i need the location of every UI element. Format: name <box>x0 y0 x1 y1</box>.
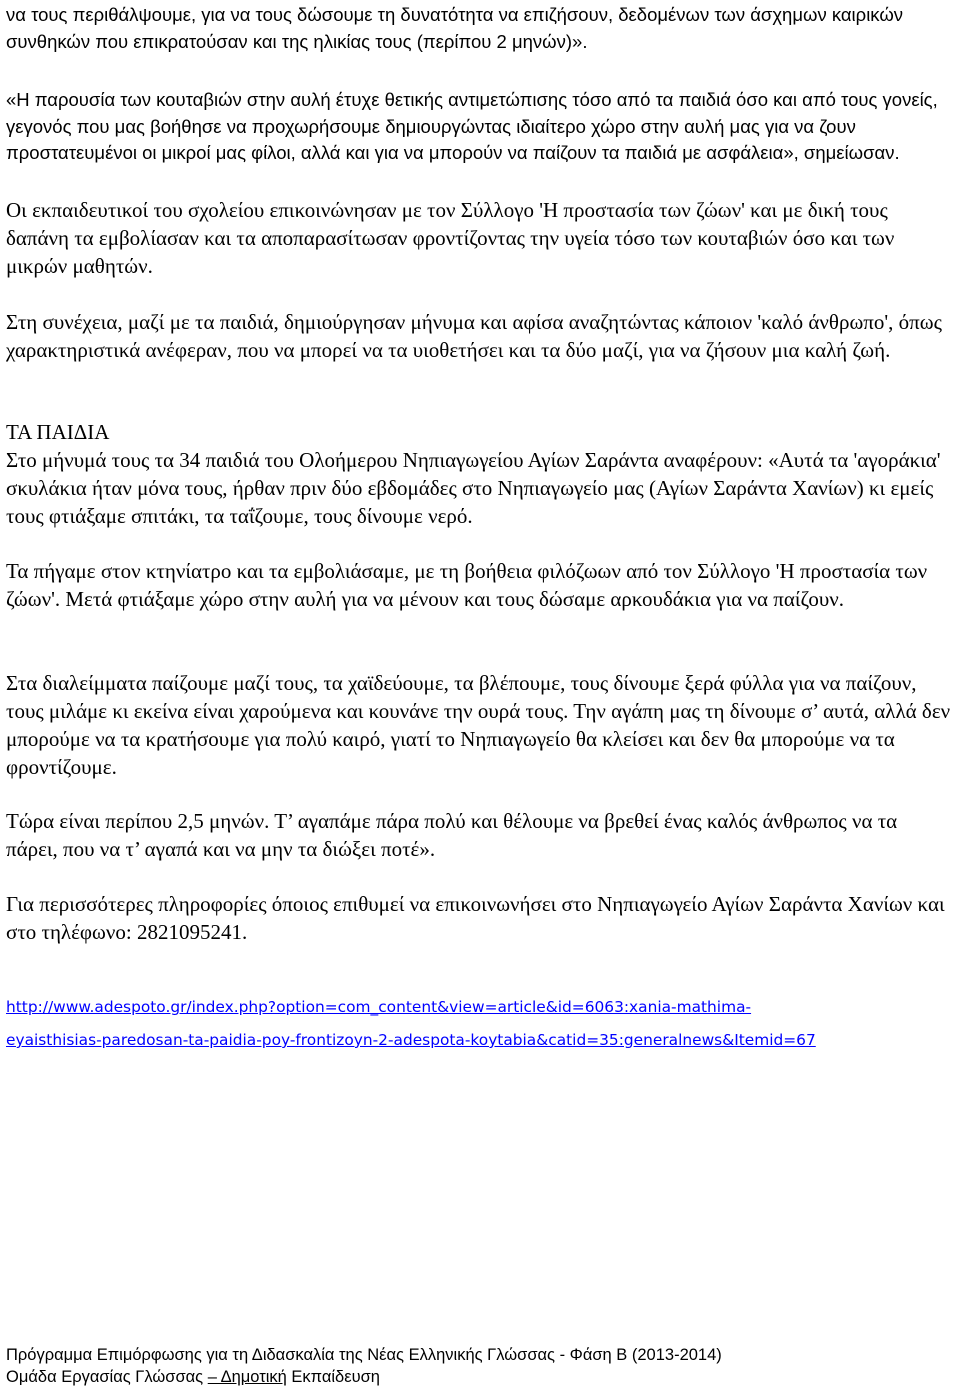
footer-program-title: Πρόγραμμα Επιμόρφωσης για τη Διδασκαλία της Νέας Ελληνικής Γλώσσας - Φάση Β (2013-2014) <box>6 1346 722 1364</box>
paragraph-message-poster: Στη συνέχεια, μαζί με τα παιδιά, δημιούργησαν μήνυμα και αφίσα αναζητώντας κάποιον 'καλό άνθρωπο', όπως χαρακτηριστικά ανέφεραν, που να μπορεί να τα υιοθετήσει και τα δύο μαζί, για να ζήσουν μια καλή ζωή. <box>6 310 942 362</box>
paragraph-contact: Για περισσότερες πληροφορίες όποιος επιθυμεί να επικοινωνήσει στο Νηπιαγωγείο Αγίων Σαράντα Χανίων και στο τηλέφωνο: 2821095241. <box>6 892 945 944</box>
paragraph-vet: Τα πήγαμε στον κτηνίατρο και τα εμβολιάσαμε, με τη βοήθεια φιλόζωων από τον Σύλλογο 'Η προστασία των ζώων'. Μετά φτιάξαμε χώρο στην αυλή για να μένουν και τους δώσαμε αρκουδάκια για να παίζουν. <box>6 559 928 611</box>
footer-primary-underlined: – Δημοτική <box>207 1368 287 1386</box>
paragraph-children-message: Στο μήνυμά τους τα 34 παιδιά του Ολοήμερου Νηπιαγωγείου Αγίων Σαράντα αναφέρουν: «Αυτά τα 'αγοράκια' σκυλάκια ήταν μόνα τους, ήρθαν πριν δύο εβδομάδες στο Νηπιαγωγείο μας (Αγίων Σαράντα Χανίων) κι εμείς τους φτιάξαμε σπιτάκι, τα ταΐζουμε, τους δίνουμε νερό. <box>6 448 941 528</box>
footer-working-group <box>6 1366 380 1388</box>
section-heading-children: ΤΑ ΠΑΙΔΙΑ <box>6 420 110 444</box>
paragraph-age: Τώρα είναι περίπου 2,5 μηνών. Τ’ αγαπάμε πάρα πολύ και θέλουμε να βρεθεί ένας καλός άνθρωπος να τα πάρει, που να τ’ αγαπά και να μην τα διώξει ποτέ». <box>6 809 898 861</box>
footer-group-name: Ομάδα Εργασίας Γλώσσας <box>6 1368 208 1386</box>
source-link-line-2[interactable]: eyaisthisias-paredosan-ta-paidia-poy-frontizoyn-2-adespota-koytabia&catid=35:generalnews&Itemid=67 <box>6 1031 816 1049</box>
source-link-line-1[interactable]: http://www.adespoto.gr/index.php?option=com_content&view=article&id=6063:xania-mathima- <box>6 998 752 1016</box>
paragraph-teachers: Οι εκπαιδευτικοί του σχολείου επικοινώνησαν με τον Σύλλογο 'Η προστασία των ζώων' και με δική τους δαπάνη τα εμβολίασαν και τα αποπαρασίτωσαν φροντίζοντας την υγεία τόσο των κουταβιών όσο και των μικρών μαθητών. <box>6 198 895 278</box>
footer-education: Εκπαίδευση <box>286 1368 380 1386</box>
paragraph-breaks: Στα διαλείμματα παίζουμε μαζί τους, τα χαϊδεύουμε, τα βλέπουμε, τους δίνουμε ξερά φύλλα για να παίζουν, τους μιλάμε κι εκείνα είναι χαρούμενα και κουνάνε την ουρά τους. Την αγάπη μας τη δίνουμε σ’ αυτά, αλλά δεν μπορούμε να τα κρατήσουμε για πολύ καιρό, γιατί το Νηπιαγωγείο θα κλείσει και δεν θα μπορούμε να τα φροντίζουμε. <box>6 671 951 779</box>
paragraph-intro-continuation: να τους περιθάλψουμε, για να τους δώσουμε τη δυνατότητα να επιζήσουν, δεδομένων των άσχημων καιρικών συνθηκών που επικρατούσαν και της ηλικίας τους (περίπου 2 μηνών)». <box>6 4 904 52</box>
paragraph-quote-presence: «Η παρουσία των κουταβιών στην αυλή έτυχε θετικής αντιμετώπισης τόσο από τα παιδιά όσο και από τους γονείς, γεγονός που μας βοήθησε να προχωρήσουμε δημιουργώντας ιδιαίτερο χώρο στην αυλή μας για να ζουν προστατευμένοι οι μικροί μας φίλοι, αλλά και για να μπορούν να παίζουν τα παιδιά με ασφάλεια», σημείωσαν. <box>6 89 938 163</box>
